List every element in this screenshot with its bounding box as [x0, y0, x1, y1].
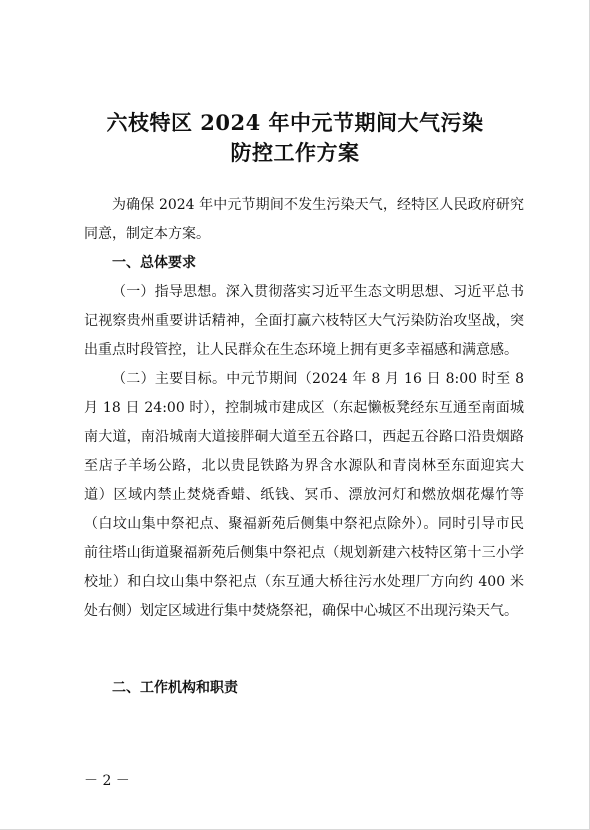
main-goal-paragraph: （二）主要目标。中元节期间（2024 年 8 月 16 日 8:00 时至 8 月 18 日 24:00 时），控制城市建成区（东起懒板凳经东互通至南面城南大道，南沿城南大道接胖硐大道至五谷路口，西起五谷路口沿贵烟路至店子羊场公路，北以贵昆铁路为界含水源队和青岗林至东面迎宾大道）区域内禁止焚烧香蜡、纸钱、冥币、漂放河灯和燃放烟花爆竹等（白坟山集中祭祀点、聚福新苑后侧集中祭祀点除外）。同时引导市民前往塔山街道聚福新苑后侧集中祭祀点（规划新建六枝特区第十三小学校址）和白坟山集中祭祀点（东互通大桥往污水处理厂方向约 400 米处右侧）划定区域进行集中焚烧祭祀，确保中心城区不出现污染天气。: [84, 371, 524, 619]
document-title-line-2: 防控工作方案: [230, 140, 360, 165]
document-body: [84, 191, 524, 626]
document-body-continued: [84, 674, 524, 703]
document-title-line-1: 六枝特区 2024 年中元节期间大气污染: [106, 110, 484, 135]
intro-paragraph: 为确保 2024 年中元节期间不发生污染天气，经特区人民政府研究同意，制定本方案。: [84, 197, 524, 242]
page-number: － 2 －: [84, 773, 130, 789]
section-heading-organization: 二、工作机构和职责: [112, 680, 238, 696]
guiding-ideology-paragraph: （一）指导思想。深入贯彻落实习近平生态文明思想、习近平总书记视察贵州重要讲话精神，全面打赢六枝特区大气污染防治攻坚战，突出重点时段管控，让人民群众在生态环境上拥有更多幸福感和满意感。: [84, 284, 524, 358]
section-heading-general-requirements: 一、总体要求: [112, 255, 196, 271]
